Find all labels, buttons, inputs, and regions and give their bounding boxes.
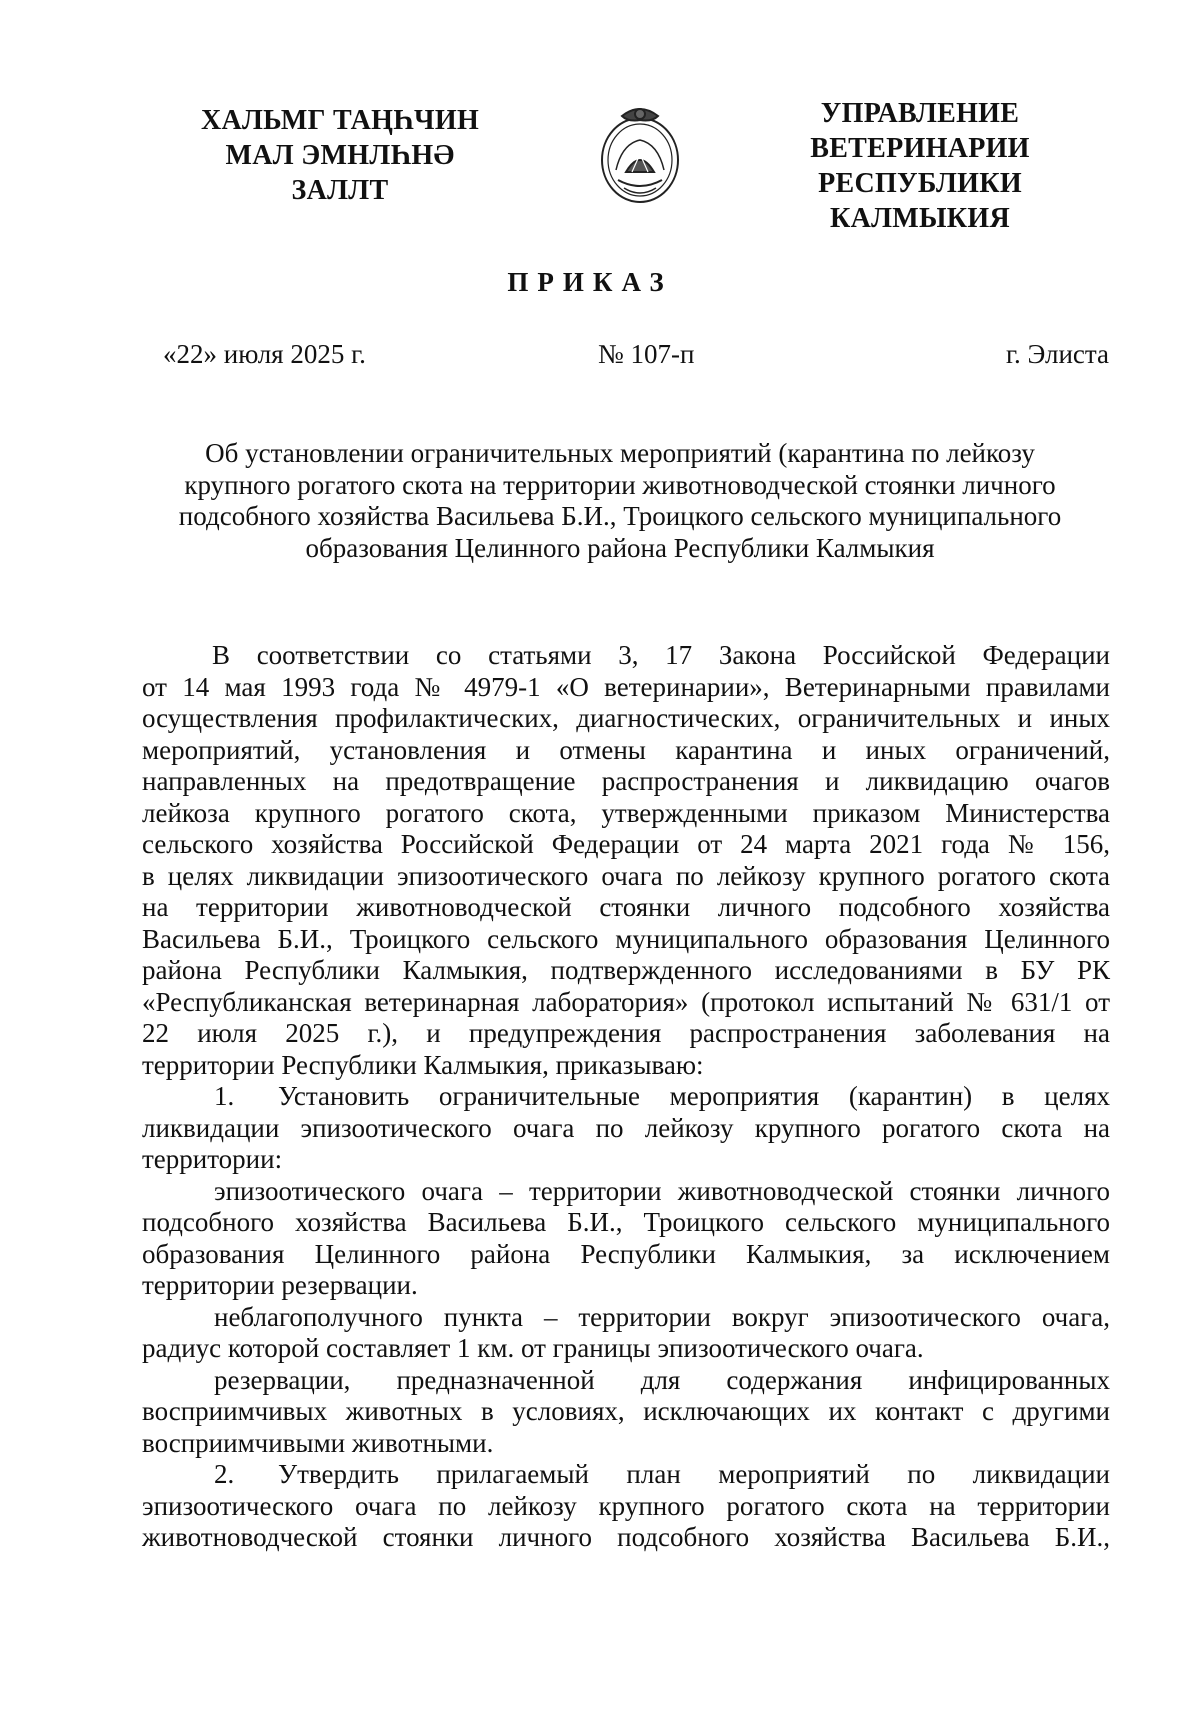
order-subject bbox=[130, 438, 1110, 564]
item-number: 1. bbox=[214, 1081, 235, 1111]
body-line-text: Установить ограничительные мероприятия (карантин) в целях bbox=[278, 1081, 1110, 1111]
body-line: мероприятий, установления и отмены карантина и иных ограничений, bbox=[142, 734, 1110, 765]
subject-line: Об установлении ограничительных мероприятий (карантина по лейкозу bbox=[205, 438, 1035, 468]
body-line: эпизоотического очага по лейкозу крупного рогатого скота на территории bbox=[142, 1490, 1110, 1521]
header-right-line: РЕСПУБЛИКИ bbox=[818, 168, 1022, 199]
subject-line: подсобного хозяйства Васильева Б.И., Троицкого сельского муниципального bbox=[178, 501, 1062, 531]
order-number: № 107-п bbox=[598, 339, 695, 369]
body-line: резервации, предназначенной для содержания инфицированных bbox=[214, 1364, 1110, 1395]
body-line: в целях ликвидации эпизоотического очага по лейкозу крупного рогатого скота bbox=[142, 860, 1110, 891]
body-line: направленных на предотвращение распространения и ликвидацию очагов bbox=[142, 766, 1110, 796]
document-type-title: ПРИКАЗ bbox=[507, 267, 673, 297]
body-line: животноводческой стоянки личного подсобного хозяйства Васильева Б.И., bbox=[142, 1522, 1110, 1552]
body-line: образования Целинного района Республики Калмыкия, за исключением bbox=[142, 1238, 1110, 1269]
subject-line: крупного рогатого скота на территории животноводческой стоянки личного bbox=[184, 469, 1056, 500]
body-line-text: Утвердить прилагаемый план мероприятий по ликвидации bbox=[278, 1459, 1110, 1489]
header-left-line: МАЛ ЭМНЛҺНӘ bbox=[225, 140, 455, 171]
subject-line: образования Целинного района Республики Калмыкия bbox=[305, 532, 935, 563]
body-line: Васильева Б.И., Троицкого сельского муниципального образования Целинного bbox=[142, 923, 1110, 954]
body-line: «Республиканская ветеринарная лаборатория» (протокол испытаний № 631/1 от bbox=[142, 986, 1110, 1017]
body-line: подсобного хозяйства Васильева Б.И., Троицкого сельского муниципального bbox=[142, 1207, 1110, 1237]
body-line: эпизоотического очага – территории животноводческой стоянки личного bbox=[214, 1175, 1110, 1206]
body-line: сельского хозяйства Российской Федерации от 24 марта 2021 года № 156, bbox=[142, 829, 1110, 859]
order-body bbox=[142, 640, 1110, 1554]
body-line: на территории животноводческой стоянки личного подсобного хозяйства bbox=[142, 892, 1110, 922]
body-line: района Республики Калмыкия, подтвержденного исследованиями в БУ РК bbox=[142, 955, 1110, 985]
header-right-line: УПРАВЛЕНИЕ bbox=[820, 98, 1020, 129]
item-number: 2. bbox=[214, 1459, 235, 1489]
body-line: территории: bbox=[142, 1144, 283, 1174]
body-line: лейкоза крупного рогатого скота, утвержденными приказом Министерства bbox=[142, 797, 1110, 828]
kalmykia-coat-of-arms-icon bbox=[592, 100, 688, 212]
header-russian-org-name bbox=[775, 96, 1065, 236]
header-right-line: ВЕТЕРИНАРИИ bbox=[810, 133, 1030, 164]
body-line: территории Республики Калмыкия, приказываю: bbox=[142, 1049, 704, 1080]
body-line: восприимчивыми животными. bbox=[142, 1427, 494, 1458]
header-left-line: ХАЛЬМГ ТАҢҺЧИН bbox=[200, 105, 480, 136]
body-line: от 14 мая 1993 года № 4979-1 «О ветеринарии», Ветеринарными правилами bbox=[142, 671, 1110, 702]
body-line: территории резервации. bbox=[142, 1270, 418, 1300]
item-2-first-line bbox=[142, 1459, 1110, 1491]
body-line: неблагополучного пункта – территории вокруг эпизоотического очага, bbox=[214, 1301, 1110, 1332]
header-kalmyk-org-name bbox=[160, 103, 520, 208]
order-city: г. Элиста bbox=[1005, 339, 1109, 369]
body-line: восприимчивых животных в условиях, исключающих их контакт с другими bbox=[142, 1396, 1110, 1426]
body-line: радиус которой составляет 1 км. от границы эпизоотического очага. bbox=[142, 1333, 924, 1363]
body-line: 22 июля 2025 г.), и предупреждения распространения заболевания на bbox=[142, 1018, 1110, 1048]
order-date: «22» июля 2025 г. bbox=[163, 339, 366, 369]
body-line: ликвидации эпизоотического очага по лейкозу крупного рогатого скота на bbox=[142, 1112, 1110, 1143]
header-left-line: ЗАЛЛТ bbox=[291, 175, 389, 206]
body-line: осуществления профилактических, диагностических, ограничительных и иных bbox=[142, 703, 1110, 733]
item-1-first-line bbox=[142, 1081, 1110, 1113]
body-line: В соответствии со статьями 3, 17 Закона Российской Федерации bbox=[212, 640, 1110, 670]
header-right-line: КАЛМЫКИЯ bbox=[829, 203, 1010, 234]
